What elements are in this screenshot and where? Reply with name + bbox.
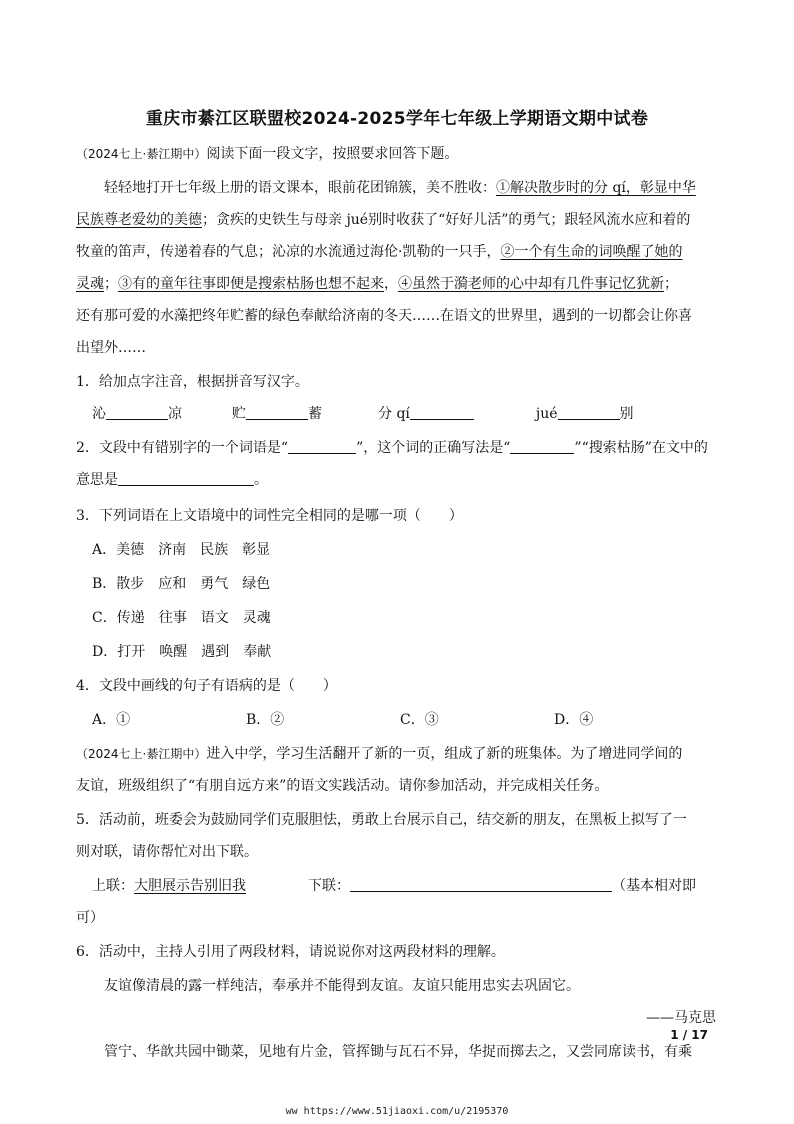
question-1-items [92,404,716,424]
question-6-stem: 6．活动中，主持人引用了两段材料，请说说你对这两段材料的理解。 [76,944,505,960]
answer-blank[interactable] [246,404,308,420]
q2-text: 。 [254,472,268,488]
page-number: 1 / 17 [670,1028,708,1042]
source-tag: （2024七上·綦江期中） [76,147,207,161]
passage-line-2 [76,210,716,230]
question-4-option-c[interactable]: C．③ [400,712,439,728]
story-text: 管宁、华歆共园中锄菜，见地有片金，管挥锄与瓦石不异，华捉而掷去之，又尝同席读书，有乘 [104,1044,692,1060]
punct: ； [664,276,678,292]
couplet-line [92,876,716,896]
lower-couplet-label: 下联： [308,878,350,894]
item-text: 别 [619,406,634,422]
passage-text: ；贪疾的史铁生与母亲 jué别时收获了“好好儿活”的勇气；跟轻风流水应和着的 [202,212,691,228]
quote-text: 友谊像清晨的露一样纯洁，奉承并不能得到友谊。友谊只能用忠实去巩固它。 [104,978,580,994]
item-text: 蓄 [308,406,322,422]
item-text: 分 qí [378,406,410,422]
passage-line-1 [104,178,716,198]
couplet-note-cont: 可） [76,910,104,926]
quote-author: ——马克思 [646,1010,716,1026]
underlined-sentence-2: ②一个有生命的词唤醒了她的 [500,244,683,260]
source-tag: （2024七上·綦江期中） [76,747,207,761]
question-3-option-d[interactable]: D．打开 唤醒 遇到 奉献 [92,644,272,660]
couplet-note: （基本相对即 [612,878,696,894]
intro2-text: 进入中学，学习生活翻开了新的一页，组成了新的班集体。为了增进同学间的 [206,746,683,762]
q2-text: 2．文段中有错别字的一个词语是“ [76,440,289,456]
question-3-option-b[interactable]: B．散步 应和 勇气 绿色 [92,576,271,592]
question-4-option-b[interactable]: B．② [246,712,285,728]
answer-blank[interactable] [106,404,168,420]
question-3-option-a[interactable]: A．美德 济南 民族 彰显 [92,542,271,558]
passage-line-6: 出望外…… [76,340,146,356]
q2-text: ”，这个词的正确写法是“ [356,440,511,456]
passage-text: 牧童的笛声，传递着春的气息；沁凉的水流通过海伦·凯勒的一只手， [76,244,501,260]
underlined-sentence-1: ①解决散步时的分 qí，彰显中华 [496,180,696,196]
answer-blank[interactable] [558,404,620,420]
item-text: 凉 [168,406,182,422]
punct: ， [384,276,398,292]
underlined-sentence-1-cont: 民族尊老爱幼的美德 [76,212,202,228]
intro-instruction: 阅读下面一段文字，按照要求回答下题。 [206,146,459,162]
answer-blank[interactable] [510,438,574,454]
upper-couplet-text: 大胆展示告别旧我 [134,878,246,894]
page-title: 重庆市綦江区联盟校2024-2025学年七年级上学期语文期中试卷 [145,109,649,129]
passage-line-5: 还有那可爱的水藻把终年贮蓄的绿色奉献给济南的冬天……在语文的世界里，遇到的一切都会让你喜 [76,308,692,324]
question-3-option-c[interactable]: C．传递 往事 语文 灵魂 [92,610,271,626]
upper-couplet-label: 上联： [92,878,134,894]
question-4-option-d[interactable]: D．④ [554,712,594,728]
q2-text: 意思是 [76,472,118,488]
question-5-line-2: 则对联，请你帮忙对出下联。 [76,844,258,860]
passage-line-3 [76,242,716,262]
footer-url[interactable]: ww https://www.51jiaoxi.com/u/2195370 [285,1106,509,1117]
underlined-sentence-4: ④虽然于漪老师的心中却有几件事记忆犹新 [398,276,664,292]
underlined-sentence-2-cont: 灵魂 [76,276,104,292]
question-3-stem: 3．下列词语在上文语境中的词性完全相同的是哪一项（ ） [76,508,463,524]
answer-blank[interactable] [288,438,356,454]
dotted-char: 贮 [232,406,246,422]
question-2-line-1 [76,438,716,458]
question-5-line-1: 5．活动前，班委会为鼓励同学们克服胆怯，勇敢上台展示自己，结交新的朋友，在黑板上拟写了一 [76,812,687,828]
question-4-stem: 4．文段中画线的句子有语病的是（ ） [76,678,337,694]
question-2-line-2 [76,470,716,490]
passage-line-4 [76,274,716,294]
intro2-line-1 [76,744,716,764]
question-1-stem: 1．给加点字注音，根据拼音写汉字。 [76,374,309,390]
underlined-sentence-3: ③有的童年往事即便是搜索枯肠也想不起来 [118,276,384,292]
question-4-option-a[interactable]: A．① [92,712,131,728]
q2-text: ”“搜索枯肠”在文中的 [574,440,708,456]
question-4-options [92,710,716,730]
dotted-char: 沁 [92,406,106,422]
intro-line [76,144,716,164]
answer-blank[interactable] [410,404,474,420]
answer-blank[interactable] [118,470,254,486]
intro2-line-2: 友谊，班级组织了“有朋自远方来”的语文实践活动。请你参加活动，并完成相关任务。 [76,778,609,794]
lower-couplet-blank[interactable] [350,876,612,892]
item-text: jué [535,406,558,422]
punct: ； [104,276,118,292]
passage-text: 轻轻地打开七年级上册的语文课本，眼前花团锦簇，美不胜收： [104,180,496,196]
